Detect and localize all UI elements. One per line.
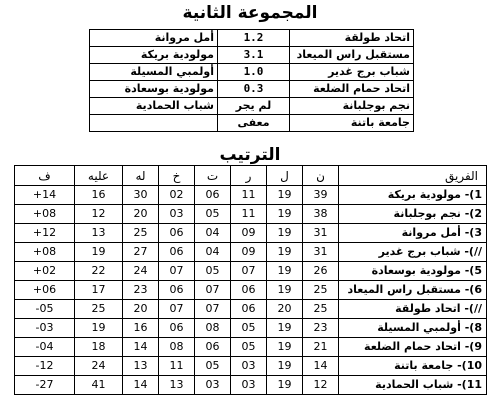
home-team: شباب برج غدير [290,64,414,81]
cell-won: 05 [231,319,267,338]
cell-played: 19 [267,262,303,281]
cell-drawn: 05 [195,205,231,224]
cell-drawn: 05 [195,357,231,376]
cell-points: 25 [303,300,339,319]
cell-played: 19 [267,205,303,224]
cell-points: 31 [303,224,339,243]
table-row [15,205,487,224]
cell-goals-for: 23 [123,281,159,300]
table-row [15,357,487,376]
cell-lost: 03 [159,205,195,224]
cell-drawn: 06 [195,338,231,357]
cell-goal-diff: 02+ [15,262,75,281]
cell-goal-diff: 05- [15,300,75,319]
cell-team: 5)- مولودية بوسعادة [339,262,487,281]
cell-goals-against: 41 [75,376,123,395]
group-title: المجموعة الثانية [182,3,318,23]
cell-goals-against: 19 [75,243,123,262]
cell-played: 20 [267,300,303,319]
cell-lost: 06 [159,243,195,262]
result-row [90,115,414,132]
cell-team: 3)- أمل مروانة [339,224,487,243]
cell-points: 26 [303,262,339,281]
cell-points: 14 [303,357,339,376]
cell-goals-against: 12 [75,205,123,224]
cell-played: 19 [267,281,303,300]
cell-goals-for: 13 [123,357,159,376]
header-goals-against: عليه [75,166,123,186]
cell-goals-for: 25 [123,224,159,243]
header-points: ن [303,166,339,186]
cell-goal-diff: 08+ [15,243,75,262]
away-team: أولمبي المسيلة [90,64,218,81]
header-goals-for: له [123,166,159,186]
cell-goals-for: 24 [123,262,159,281]
table-row [15,300,487,319]
cell-won: 09 [231,224,267,243]
cell-goal-diff: 12+ [15,224,75,243]
cell-drawn: 07 [195,281,231,300]
result-row [90,64,414,81]
home-team: جامعة باتنة [290,115,414,132]
table-row [15,243,487,262]
cell-won: 05 [231,338,267,357]
cell-goals-for: 14 [123,338,159,357]
cell-won: 03 [231,376,267,395]
cell-lost: 08 [159,338,195,357]
cell-team: //)- اتحاد طولقة [339,300,487,319]
cell-goal-diff: 14+ [15,186,75,205]
cell-team: //)- شباب برج غدير [339,243,487,262]
cell-drawn: 05 [195,262,231,281]
match-score: 3.1 [218,47,290,64]
cell-goals-against: 22 [75,262,123,281]
cell-drawn: 03 [195,376,231,395]
match-score: 1.2 [218,30,290,47]
cell-points: 31 [303,243,339,262]
cell-won: 11 [231,205,267,224]
cell-played: 19 [267,224,303,243]
cell-drawn: 04 [195,224,231,243]
cell-points: 21 [303,338,339,357]
cell-lost: 06 [159,319,195,338]
cell-goals-against: 17 [75,281,123,300]
header-won: ر [231,166,267,186]
cell-played: 19 [267,186,303,205]
cell-goal-diff: 27- [15,376,75,395]
match-score: 1.0 [218,64,290,81]
away-team: أمل مروانة [90,30,218,47]
cell-played: 19 [267,376,303,395]
cell-won: 11 [231,186,267,205]
cell-team: 2)- نجم بوجلبانة [339,205,487,224]
cell-goal-diff: 03- [15,319,75,338]
away-team: شباب الحمادية [90,98,218,115]
result-row [90,30,414,47]
cell-goals-for: 20 [123,205,159,224]
cell-lost: 02 [159,186,195,205]
table-row [15,224,487,243]
cell-won: 09 [231,243,267,262]
away-team [90,115,218,132]
cell-lost: 07 [159,300,195,319]
header-goal-diff: ف [15,166,75,186]
home-team: اتحاد طولقة [290,30,414,47]
cell-goal-diff: 08+ [15,205,75,224]
cell-team: 11)- شباب الحمادية [339,376,487,395]
home-team: مستقبل راس الميعاد [290,47,414,64]
cell-goals-against: 18 [75,338,123,357]
cell-team: 1)- مولودية بريكة [339,186,487,205]
table-row [15,338,487,357]
cell-won: 07 [231,262,267,281]
cell-points: 39 [303,186,339,205]
cell-lost: 07 [159,262,195,281]
cell-drawn: 08 [195,319,231,338]
result-row [90,47,414,64]
result-row [90,98,414,115]
cell-goals-against: 19 [75,319,123,338]
standings-title: الترتيب [219,145,281,165]
cell-lost: 13 [159,376,195,395]
cell-points: 25 [303,281,339,300]
cell-goals-against: 16 [75,186,123,205]
cell-goals-for: 20 [123,300,159,319]
cell-team: 8)- أولمبي المسيلة [339,319,487,338]
cell-goals-against: 13 [75,224,123,243]
results-table [89,29,414,132]
cell-goals-for: 30 [123,186,159,205]
cell-goal-diff: 04- [15,338,75,357]
cell-won: 03 [231,357,267,376]
cell-drawn: 06 [195,186,231,205]
cell-drawn: 07 [195,300,231,319]
cell-points: 38 [303,205,339,224]
header-played: ل [267,166,303,186]
cell-goals-against: 25 [75,300,123,319]
cell-goals-for: 27 [123,243,159,262]
table-row [15,262,487,281]
cell-points: 23 [303,319,339,338]
table-row [15,376,487,395]
away-team: مولودية بوسعادة [90,81,218,98]
cell-points: 12 [303,376,339,395]
cell-goals-against: 24 [75,357,123,376]
cell-played: 19 [267,338,303,357]
header-lost: خ [159,166,195,186]
match-status: لم يجر [218,98,290,115]
cell-team: 10)- جامعة باتنة [339,357,487,376]
cell-lost: 06 [159,224,195,243]
match-score: 0.3 [218,81,290,98]
match-status: معفى [218,115,290,132]
cell-lost: 11 [159,357,195,376]
standings-header-row [15,166,487,186]
header-team: الفريق [339,166,487,186]
cell-goals-for: 14 [123,376,159,395]
cell-won: 06 [231,300,267,319]
result-row [90,81,414,98]
home-team: نجم بوجلبانة [290,98,414,115]
table-row [15,186,487,205]
cell-goal-diff: 12- [15,357,75,376]
table-row [15,281,487,300]
table-row [15,319,487,338]
cell-lost: 06 [159,281,195,300]
cell-played: 19 [267,319,303,338]
header-drawn: ت [195,166,231,186]
cell-played: 19 [267,357,303,376]
cell-goal-diff: 06+ [15,281,75,300]
cell-team: 6)- مستقبل راس الميعاد [339,281,487,300]
away-team: مولودية بريكة [90,47,218,64]
cell-drawn: 04 [195,243,231,262]
cell-played: 19 [267,243,303,262]
cell-team: 9)- اتحاد حمام الضلعة [339,338,487,357]
home-team: اتحاد حمام الضلعة [290,81,414,98]
cell-won: 06 [231,281,267,300]
standings-table [14,165,487,395]
cell-goals-for: 16 [123,319,159,338]
